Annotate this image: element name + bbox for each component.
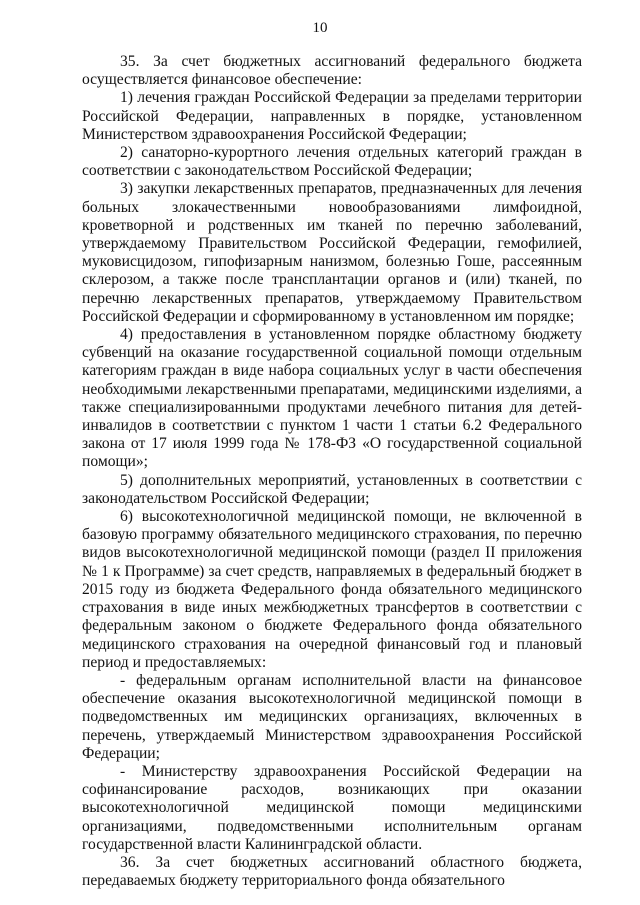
paragraph-35: 35. За счет бюджетных ассигнований федерального бюджета осуществляется финансовое обеспечение: (82, 53, 582, 89)
document-body (82, 53, 582, 890)
page-number: 10 (312, 20, 328, 36)
paragraph-item-3: 3) закупки лекарственных препаратов, предназначенных для лечения больных злокачественными новообразованиями лимфоидной, кроветворной и родственных им тканей по перечню заболеваний, утверждаемому Правительством Российской Федерации, гемофилией, муковисцидозом, гипофизарным нанизмом, болезнью Гоше, рассеянным склерозом, а также после трансплантации органов и (или) тканей, по перечню лекарственных препаратов, утверждаемому Правительством Российской Федерации и сформированному в установленном им порядке; (82, 180, 582, 325)
paragraph-dash-ministry: - Министерству здравоохранения Российской Федерации на софинансирование расходов, возникающих при оказании высокотехнологичной медицинской помощи медицинскими организациями, подведомственными исполнительным органам государственной власти Калининградской области. (82, 762, 582, 853)
paragraph-item-6: 6) высокотехнологичной медицинской помощи, не включенной в базовую программу обязательного медицинского страхования, по перечню видов высокотехнологичной медицинской помощи (раздел II приложения № 1 к Программе) за счет средств, направляемых в федеральный бюджет в 2015 году из бюджета Федерального фонда обязательного медицинского страхования в виде иных межбюджетных трансфертов в соответствии с федеральным законом о бюджете Федерального фонда обязательного медицинского страхования на очередной финансовый год и плановый период и предоставляемых: (82, 508, 582, 671)
paragraph-item-2: 2) санаторно-курортного лечения отдельных категорий граждан в соответствии с законодательством Российской Федерации; (82, 144, 582, 180)
paragraph-dash-federal-organs: - федеральным органам исполнительной власти на финансовое обеспечение оказания высокотехнологичной медицинской помощи в подведомственных им медицинских организациях, включенных в перечень, утверждаемый Министерством здравоохранения Российской Федерации; (82, 671, 582, 762)
paragraph-item-1: 1) лечения граждан Российской Федерации за пределами территории Российской Федерации, направленных в порядке, установленном Министерством здравоохранения Российской Федерации; (82, 89, 582, 143)
paragraph-item-4: 4) предоставления в установленном порядке областному бюджету субвенций на оказание государственной социальной помощи отдельным категориям граждан в виде набора социальных услуг в части обеспечения необходимыми лекарственными препаратами, медицинскими изделиями, а также специализированными продуктами лечебного питания для детей-инвалидов в соответствии с пунктом 1 части 1 статьи 6.2 Федерального закона от 17 июля 1999 года № 178-ФЗ «О государственной социальной помощи»; (82, 326, 582, 471)
paragraph-item-5: 5) дополнительных мероприятий, установленных в соответствии с законодательством Российской Федерации; (82, 471, 582, 507)
paragraph-36: 36. За счет бюджетных ассигнований областного бюджета, передаваемых бюджету территориального фонда обязательного (82, 853, 582, 890)
